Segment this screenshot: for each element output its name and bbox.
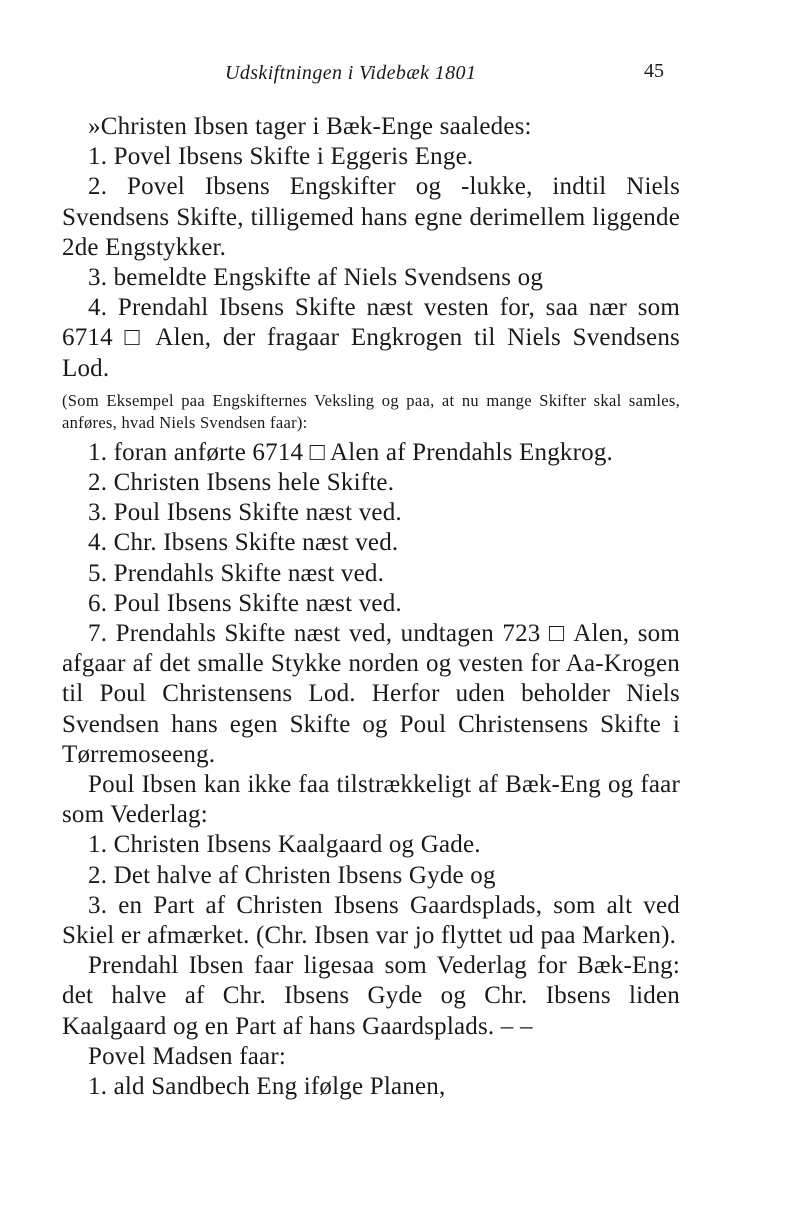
list-item: 3. Poul Ibsens Skifte næst ved. [88, 499, 402, 527]
paragraph: »Christen Ibsen tager i Bæk-Enge saaledes: [88, 113, 532, 140]
list-item: 3. bemeldte Engskifte af Niels Svendsens og [88, 264, 544, 292]
list-item: 6. Poul Ibsens Skifte næst ved. [88, 589, 402, 617]
paragraph: Poul Ibsen kan ikke faa tilstrækkeligt af Bæk-Eng og faar som Vederlag: [62, 771, 680, 829]
running-title: Udskiftningen i Videbæk 1801 [225, 62, 477, 84]
list-item: 2. Det halve af Christen Ibsens Gyde og [88, 861, 496, 889]
list-item: 2. Povel Ibsens Engskifter og -lukke, indtil Niels Svendsens Skifte, tilligemed hans egne derimellem liggende 2de Engstykker. [62, 173, 680, 261]
list-item: 1. ald Sandbech Eng ifølge Planen, [88, 1073, 446, 1101]
example-note: (Som Eksempel paa Engskifternes Veksling og paa, at nu mange Skifter skal samles, anføres, hvad Niels Svendsen faar): [62, 390, 680, 432]
list-item: 1. foran anførte 6714 □ Alen af Prendahls Engkrog. [88, 438, 613, 466]
list-item: 1. Povel Ibsens Skifte i Eggeris Enge. [88, 143, 474, 171]
body-text [62, 112, 680, 1102]
list-item: 5. Prendahls Skifte næst ved. [88, 559, 385, 587]
list-item: 7. Prendahls Skifte næst ved, undtagen 723 □ Alen, som afgaar af det smalle Stykke norden og vesten for Aa-Krogen til Poul Christensens Lod. Herfor uden beholder Niels Svendsen hans egen Skifte og Poul Christensens Skifte i Tørremoseeng. [62, 620, 680, 768]
paragraph: Povel Madsen faar: [88, 1042, 286, 1070]
list-item: 4. Prendahl Ibsens Skifte næst vesten for, saa nær som 6714 □ Alen, der fragaar Engkrogen til Niels Svendsens Lod. [62, 294, 680, 382]
list-item: 1. Christen Ibsens Kaalgaard og Gade. [88, 831, 481, 859]
page-number: 45 [644, 60, 664, 82]
list-item: 4. Chr. Ibsens Skifte næst ved. [88, 529, 399, 557]
list-item: 3. en Part af Christen Ibsens Gaardsplads, som alt ved Skiel er afmærket. (Chr. Ibsen var jo flyttet ud paa Marken). [62, 891, 680, 950]
paragraph: Prendahl Ibsen faar ligesaa som Vederlag for Bæk-Eng: det halve af Chr. Ibsens Gyde og Chr. Ibsens liden Kaalgaard og en Part af hans Gaardsplads. – – [62, 952, 680, 1040]
list-item: 2. Christen Ibsens hele Skifte. [88, 469, 395, 497]
